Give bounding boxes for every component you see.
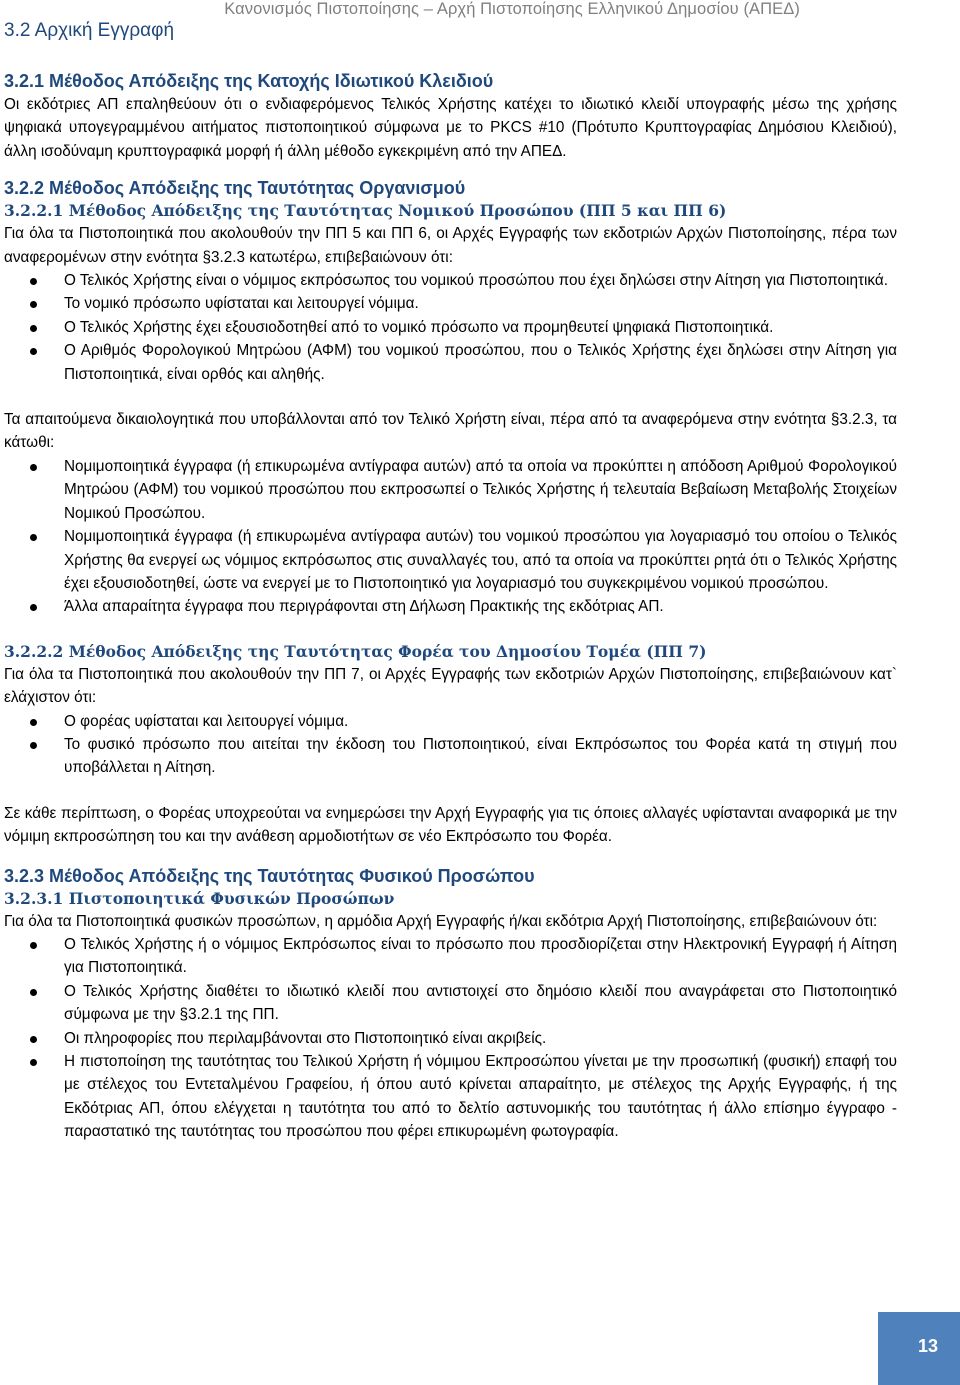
section-heading-3-2-1: 3.2.1 Μέθοδος Απόδειξης της Κατοχής Ιδιωτικού Κλειδιού: [4, 71, 494, 91]
bullet-icon: [30, 989, 37, 996]
list-item: Η πιστοποίηση της ταυτότητας του Τελικού Χρήστη ή νόμιμου Εκπροσώπου γίνεται με την προσωπική (φυσική) επαφή του με στέλεχος του Εντεταλμένου Γραφείου, ή όπου αυτό κρίνεται απαραίτητο, με στέλεχος της Αρχής Εγγραφής, ή της Εκδότριας ΑΠ, όπου ελέγχεται η ταυτότητα του από το δελτίο αστυνομικής του ταυτότητας ή άλλο επίσημο έγγραφο - παραστατικό της ταυτότητας του προσώπου που φέρει επικυρωμένη φωτογραφία.: [4, 1050, 897, 1144]
bullet-icon: [30, 464, 37, 471]
page-content: [4, 70, 897, 1144]
bullet-icon: [30, 942, 37, 949]
bullet-list-required-docs: [4, 455, 897, 619]
chapter-heading: 3.2 Αρχική Εγγραφή: [4, 20, 175, 41]
page-number-box: [878, 1312, 960, 1385]
list-item: Νομιμοποιητικά έγγραφα (ή επικυρωμένα αντίγραφα αυτών) του νομικού προσώπου για λογαριασμό του οποίου ο Τελικός Χρήστης θα ενεργεί ως νόμιμος εκπρόσωπος στις συναλλαγές του, από τα οποία να προκύπτει ρητά ότι ο Τελικός Χρήστης έχει εξουσιοδοτηθεί, ώστε να ενεργεί με το Πιστοποιητικό για λογαριασμό του συγκεκριμένου νομικού προσώπου.: [4, 525, 897, 595]
bullet-icon: [30, 742, 37, 749]
paragraph-legal-entity-intro: Για όλα τα Πιστοποιητικά που ακολουθούν την ΠΠ 5 και ΠΠ 6, οι Αρχές Εγγραφής των εκδοτριών Αρχών Πιστοποίησης, πέρα των αναφερομένων στην ενότητα §3.2.3 κατωτέρω, επιβεβαιώνουν ότι:: [4, 225, 897, 266]
bullet-list-natural-persons: [4, 933, 897, 1144]
bullet-icon: [30, 278, 37, 285]
section-heading-3-2-3: 3.2.3 Μέθοδος Απόδειξης της Ταυτότητας Φυσικού Προσώπου: [4, 865, 535, 886]
paragraph-public-body-intro: Για όλα τα Πιστοποιητικά που ακολουθούν την ΠΠ 7, οι Αρχές Εγγραφής των εκδοτριών Αρχών Πιστοποίησης, επιβεβαιώνουν κατ` ελάχιστον ότι:: [4, 665, 897, 707]
bullet-icon: [30, 348, 37, 355]
paragraph-required-docs-intro: Τα απαιτούμενα δικαιολογητικά που υποβάλλονται από τον Τελικό Χρήστη είναι, πέρα από τα αναφερόμενα στην ενότητα §3.2.3, τα κάτωθι:: [4, 411, 897, 452]
section-heading-3-2-2: 3.2.2 Μέθοδος Απόδειξης της Ταυτότητας Οργανισμού: [4, 178, 466, 199]
list-item: Οι πληροφορίες που περιλαμβάνονται στο Πιστοποιητικό είναι ακριβείς.: [4, 1027, 897, 1050]
bullet-list-legal-entity: [4, 269, 897, 386]
page-number: 13: [917, 1336, 938, 1356]
bullet-icon: [30, 604, 37, 611]
bullet-icon: [30, 1036, 37, 1043]
bullet-icon: [30, 325, 37, 332]
section-heading-3-2-3-1: 3.2.3.1 Πιστοποιητικά Φυσικών Προσώπων: [4, 888, 395, 908]
bullet-list-public-body: [4, 710, 897, 780]
bullet-icon: [30, 719, 37, 726]
running-header: Κανονισμός Πιστοποίησης – Αρχή Πιστοποίησης Ελληνικού Δημοσίου (ΑΠΕΔ): [224, 0, 800, 18]
paragraph-private-key: Οι εκδότριες ΑΠ επαληθεύουν ότι ο ενδιαφερόμενος Τελικός Χρήστης κατέχει το ιδιωτικό κλειδί υπογραφής μέσω της χρήσης ψηφιακά υπογεγραμμένου αιτήματος πιστοποιητικού σύμφωνα με το PKCS #10 (Πρότυπο Κρυπτογραφίας Δημόσιου Κλειδιού), άλλη ισοδύναμη κρυπτογραφικά μορφή ή άλλη μέθοδο εγκεκριμένη από την ΑΠΕΔ.: [4, 96, 897, 160]
paragraph-public-body-closing: Σε κάθε περίπτωση, ο Φορέας υποχρεούται να ενημερώσει την Αρχή Εγγραφής για τις όποιες αλλαγές υφίστανται αναφορικά με την νόμιμη εκπροσώπηση του και την ανάθεση αρμοδιοτήτων σε νέο Εκπρόσωπο του Φορέα.: [4, 804, 897, 846]
paragraph-natural-persons-intro: Για όλα τα Πιστοποιητικά φυσικών προσώπων, η αρμόδια Αρχή Εγγραφής ή/και εκδότρια Αρχή Πιστοποίησης, επιβεβαιώνουν ότι:: [4, 912, 878, 930]
list-item: Ο Τελικός Χρήστης ή ο νόμιμος Εκπρόσωπος είναι το πρόσωπο που προσδιορίζεται στην Ηλεκτρονική Εγγραφή ή Αίτηση για Πιστοποιητικά.: [4, 933, 897, 980]
list-item: Ο Τελικός Χρήστης έχει εξουσιοδοτηθεί από το νομικό πρόσωπο να προμηθευτεί ψηφιακά Πιστοποιητικά.: [4, 316, 897, 339]
section-heading-3-2-2-2: 3.2.2.2 Μέθοδος Απόδειξης της Ταυτότητας Φορέα του Δημοσίου Τομέα (ΠΠ 7): [4, 641, 707, 661]
list-item: Ο φορέας υφίσταται και λειτουργεί νόμιμα.: [4, 710, 897, 733]
list-item: Ο Αριθμός Φορολογικού Μητρώου (ΑΦΜ) του νομικού προσώπου, που ο Τελικός Χρήστης έχει δηλώσει στην Αίτηση για Πιστοποιητικά, είναι ορθός και αληθής.: [4, 339, 897, 386]
list-item: Ο Τελικός Χρήστης διαθέτει το ιδιωτικό κλειδί που αντιστοιχεί στο δημόσιο κλειδί που αναγράφεται στο Πιστοποιητικό σύμφωνα με την §3.2.1 της ΠΠ.: [4, 980, 897, 1027]
list-item: Το φυσικό πρόσωπο που αιτείται την έκδοση του Πιστοποιητικού, είναι Εκπρόσωπος του Φορέα κατά τη στιγμή που υποβάλλεται η Αίτηση.: [4, 733, 897, 780]
list-item: Ο Τελικός Χρήστης είναι ο νόμιμος εκπρόσωπος του νομικού προσώπου που έχει δηλώσει στην Αίτηση για Πιστοποιητικά.: [4, 269, 897, 292]
list-item: Νομιμοποιητικά έγγραφα (ή επικυρωμένα αντίγραφα αυτών) από τα οποία να προκύπτει η απόδοση Αριθμού Φορολογικού Μητρώου (ΑΦΜ) του νομικού προσώπου που εκπροσωπεί ο Τελικός Χρήστης ή τελευταία Βεβαίωση Μεταβολής Στοιχείων Νομικού Προσώπου.: [4, 455, 897, 525]
list-item: Άλλα απαραίτητα έγγραφα που περιγράφονται στη Δήλωση Πρακτικής της εκδότριας ΑΠ.: [4, 595, 897, 618]
bullet-icon: [30, 1059, 37, 1066]
bullet-icon: [30, 534, 37, 541]
section-heading-3-2-2-1: 3.2.2.1 Μέθοδος Απόδειξης της Ταυτότητας Νομικού Προσώπου (ΠΠ 5 και ΠΠ 6): [4, 201, 727, 221]
bullet-icon: [30, 301, 37, 308]
list-item: Το νομικό πρόσωπο υφίσταται και λειτουργεί νόμιμα.: [4, 292, 897, 315]
